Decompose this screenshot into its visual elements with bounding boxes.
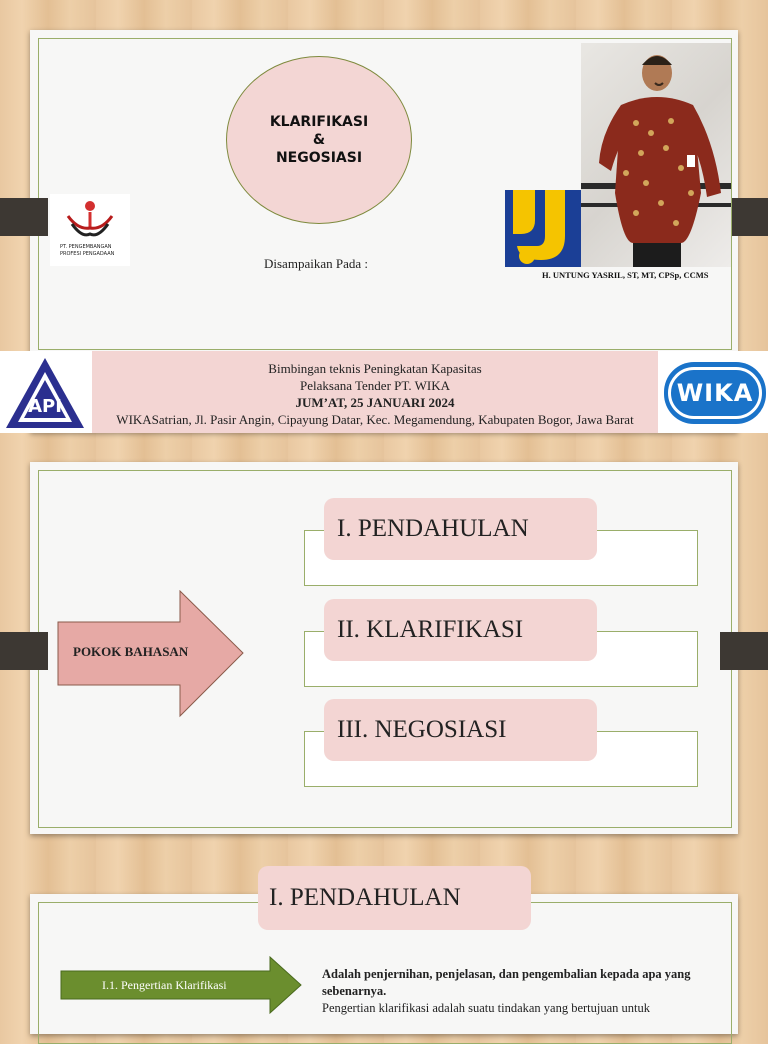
subtopic-label: I.1. Pengertian Klarifikasi <box>102 978 227 992</box>
title-line-2: & <box>312 132 326 148</box>
banner-text <box>92 351 658 433</box>
title-oval <box>226 56 412 224</box>
org-logo-text-2: PROFESI PENGADAAN <box>60 251 115 257</box>
slide-2-left-tab <box>0 632 48 670</box>
slide-1-left-tab <box>0 198 48 236</box>
section-title: I. PENDAHULAN <box>258 866 531 930</box>
wika-logo-text: WIKA <box>676 379 754 407</box>
wika-logo <box>664 362 766 424</box>
item-3-label: III. NEGOSIASI <box>324 699 597 761</box>
wika-logo-ring <box>668 367 762 419</box>
org-logo-mark-icon <box>50 194 130 244</box>
item-1-label: I. PENDAHULAN <box>324 498 597 560</box>
api-logo <box>4 356 86 430</box>
definition-paragraph: Pengertian klarifikasi adalah suatu tindakan yang bertujuan untuk <box>322 1001 651 1015</box>
speaker-name: H. UNTUNG YASRIL, ST, MT, CPSp, CCMS <box>542 270 709 280</box>
banner-line-2: Pelaksana Tender PT. WIKA <box>300 378 450 393</box>
title-line-1: KLARIFIKASI <box>269 114 369 130</box>
banner-line-4: WIKASatrian, Jl. Pasir Angin, Cipayung Datar, Kec. Megamendung, Kabupaten Bogor, Jawa Barat <box>116 412 634 427</box>
speaker-photo <box>581 43 731 267</box>
pu-logo <box>505 190 581 267</box>
api-logo-icon <box>4 356 86 430</box>
org-logo <box>50 194 130 266</box>
pu-logo-icon <box>505 190 581 267</box>
org-logo-text-1: PT. PENGEMBANGAN <box>60 244 112 250</box>
title-line-3: NEGOSIASI <box>275 150 363 166</box>
banner-line-1: Bimbingan teknis Peningkatan Kapasitas <box>268 361 482 376</box>
definition-text <box>322 966 694 1017</box>
banner-line-3: JUM’AT, 25 JANUARI 2024 <box>295 395 455 410</box>
presented-to: Disampaikan Pada : <box>264 256 368 271</box>
item-2-label: II. KLARIFIKASI <box>324 599 597 661</box>
speaker-person-icon <box>581 43 731 267</box>
slide-2-right-tab <box>720 632 768 670</box>
api-logo-text: API <box>28 396 62 417</box>
slide-1-right-tab <box>732 198 768 236</box>
definition-bold: Adalah penjernihan, penjelasan, dan pengembalian kepada apa yang sebenarnya. <box>322 967 691 998</box>
pokok-bahasan-label: POKOK BAHASAN <box>73 644 189 659</box>
